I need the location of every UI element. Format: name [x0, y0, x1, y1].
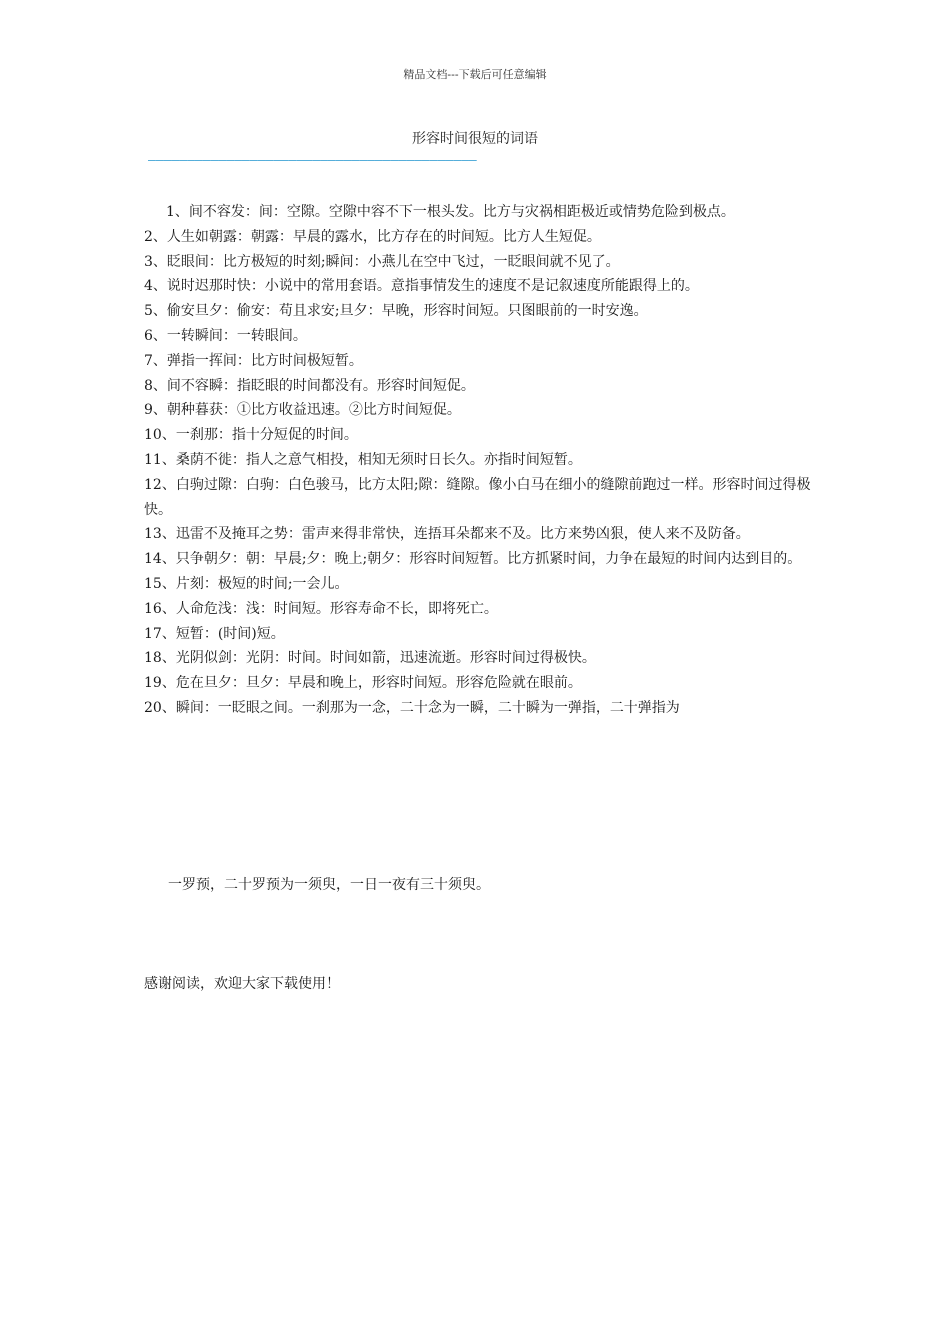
list-item: 8、间不容瞬：指眨眼的时间都没有。形容时间短促。 [144, 377, 475, 394]
list-item: 5、偷安旦夕：偷安：苟且求安;旦夕：早晚，形容时间短。只图眼前的一时安逸。 [144, 303, 648, 320]
document-title: 形容时间很短的词语 [412, 131, 538, 147]
list-item: 10、一刹那：指十分短促的时间。 [144, 427, 358, 444]
list-item: 18、光阴似剑：光阴：时间。时间如箭，迅速流逝。形容时间过得极快。 [144, 650, 596, 667]
list-item: 20、瞬间：一眨眼之间。一刹那为一念，二十念为一瞬，二十瞬为一弹指，二十弹指为 [144, 699, 680, 716]
list-item: 11、桑荫不徙：指人之意气相投，相知无须时日长久。亦指时间短暂。 [144, 451, 582, 468]
list-item: 13、迅雷不及掩耳之势：雷声来得非常快，连捂耳朵都来不及。比方来势凶狠，使人来不及防备。 [144, 526, 750, 543]
list-item: 4、说时迟那时快：小说中的常用套语。意指事情发生的速度不是记叙速度所能跟得上的。 [144, 278, 699, 295]
list-item: 19、危在旦夕：旦夕：早晨和晚上，形容时间短。形容危险就在眼前。 [144, 675, 582, 692]
list-item: 15、片刻：极短的时间;一会儿。 [144, 575, 349, 592]
list-item: 2、人生如朝露：朝露：早晨的露水，比方存在的时间短。比方人生短促。 [144, 228, 601, 245]
list-item: 12、白驹过隙：白驹：白色骏马，比方太阳;隙：缝隙。像小白马在细小的缝隙前跑过一样。形容时间过得极快。 [144, 476, 811, 518]
title-underline-rule: —————————————————————————————————————————— [148, 154, 477, 168]
list-item: 1、间不容发：间：空隙。空隙中容不下一根头发。比方与灾祸相距极近或情势危险到极点。 [166, 204, 735, 220]
list-item: 7、弹指一挥间：比方时间极短暂。 [144, 352, 363, 369]
list-item: 16、人命危浅：浅：时间短。形容寿命不长，即将死亡。 [144, 600, 498, 617]
list-item: 14、只争朝夕：朝：早晨;夕：晚上;朝夕：形容时间短暂。比方抓紧时间，力争在最短的时间内达到目的。 [144, 551, 802, 568]
thanks-note: 感谢阅读，欢迎大家下载使用！ [144, 976, 340, 992]
word-list [144, 200, 824, 721]
list-item: 9、朝种暮获：①比方收益迅速。②比方时间短促。 [144, 402, 461, 419]
header-note: 精品文档---下载后可任意编辑 [403, 68, 547, 81]
list-item: 17、短暂：(时间)短。 [144, 625, 285, 642]
list-item: 3、眨眼间：比方极短的时刻;瞬间：小燕儿在空中飞过，一眨眼间就不见了。 [144, 253, 620, 270]
list-item: 6、一转瞬间：一转眼间。 [144, 327, 307, 344]
continuation-text: 一罗预，二十罗预为一须臾，一日一夜有三十须臾。 [168, 877, 490, 893]
